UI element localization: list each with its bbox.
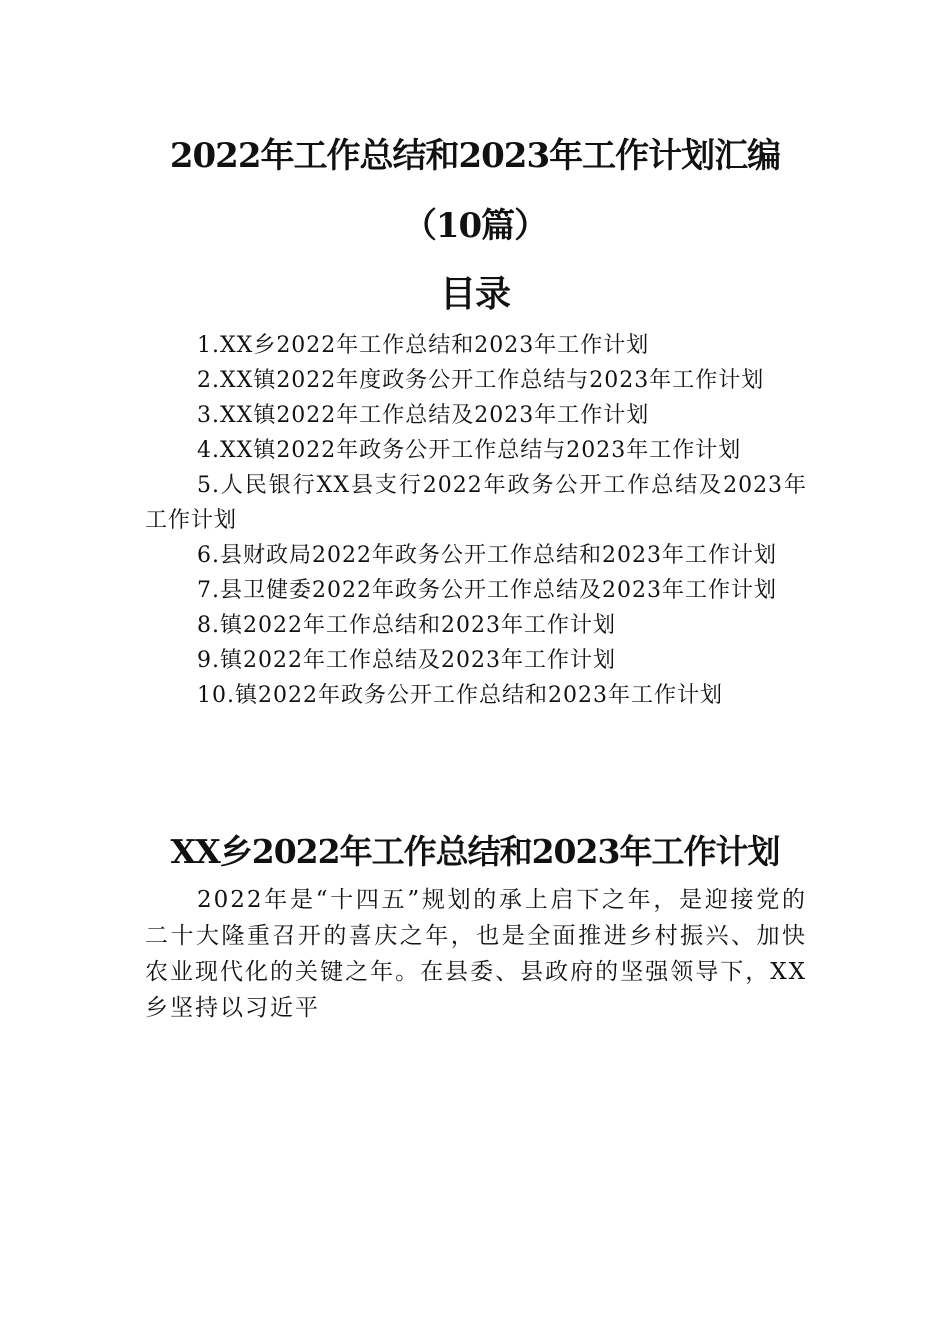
body-paragraph: 2022年是“十四五”规划的承上启下之年，是迎接党的二十大隆重召开的喜庆之年，也是全面推进乡村振兴、加快农业现代化的关键之年。在县委、县政府的坚强领导下，XX乡坚持以习近平	[145, 887, 807, 1021]
toc-heading: 目录	[439, 273, 510, 315]
toc-item: 10.镇2022年政务公开工作总结和2023年工作计划	[197, 683, 723, 708]
toc-item: 4.XX镇2022年政务公开工作总结与2023年工作计划	[197, 438, 742, 463]
document-title: 2022年工作总结和2023年工作计划汇编	[169, 136, 781, 176]
toc-item: 3.XX镇2022年工作总结及2023年工作计划	[197, 403, 650, 428]
toc-item: 1.XX乡2022年工作总结和2023年工作计划	[197, 333, 650, 358]
toc-item: 8.镇2022年工作总结和2023年工作计划	[197, 613, 616, 638]
toc-item: 7.县卫健委2022年政务公开工作总结及2023年工作计划	[197, 578, 777, 603]
section-heading: XX乡2022年工作总结和2023年工作计划	[170, 832, 780, 871]
table-of-contents	[145, 328, 807, 713]
toc-item: 2.XX镇2022年度政务公开工作总结与2023年工作计划	[197, 368, 765, 393]
toc-item: 9.镇2022年工作总结及2023年工作计划	[197, 648, 616, 673]
toc-item: 6.县财政局2022年政务公开工作总结和2023年工作计划	[197, 543, 777, 568]
toc-item: 5.人民银行XX县支行2022年政务公开工作总结及2023年工作计划	[145, 473, 807, 533]
document-subtitle: （10篇）	[402, 206, 548, 246]
